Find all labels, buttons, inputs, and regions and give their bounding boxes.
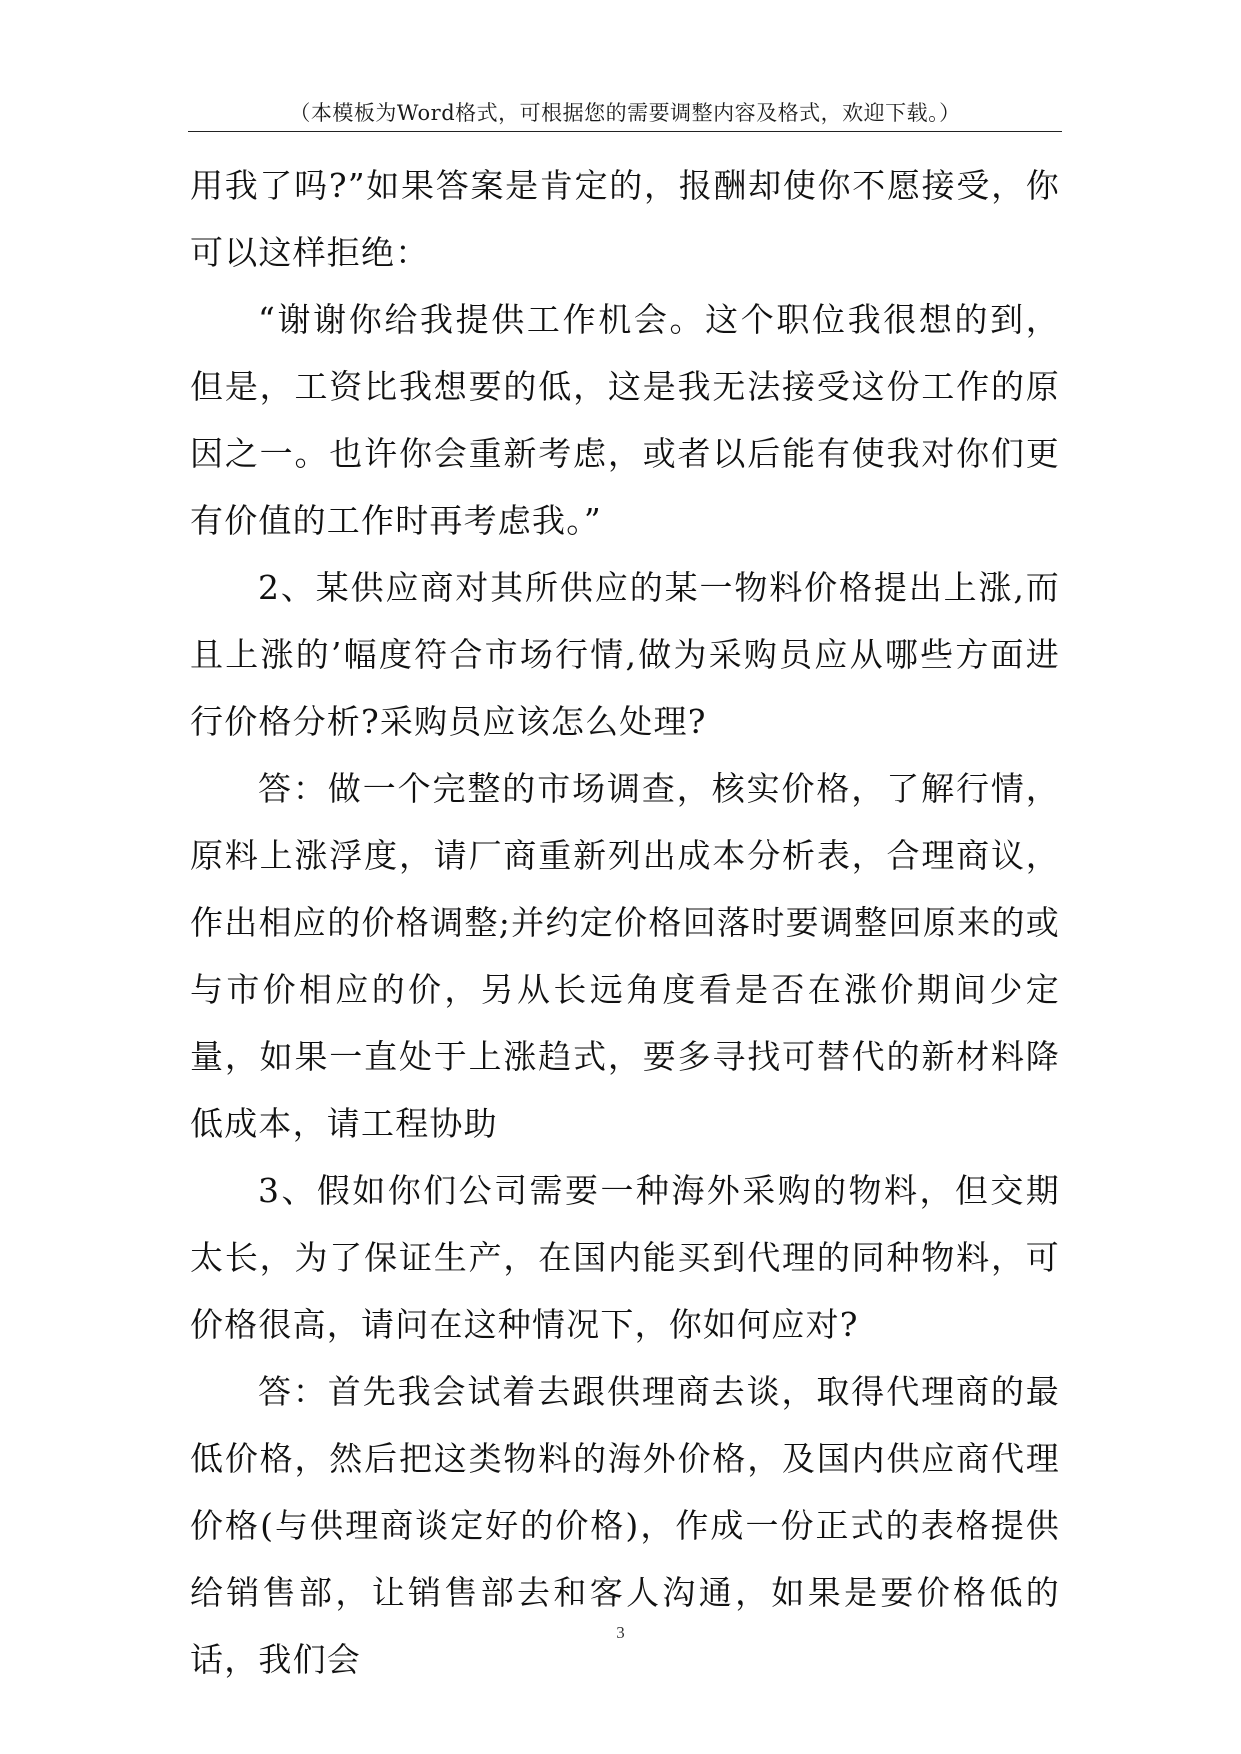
paragraph-6: 答：首先我会试着去跟供理商去谈，取得代理商的最低价格，然后把这类物料的海外价格，及国内供应商代理价格(与供理商谈定好的价格)，作成一份正式的表格提供给销售部，让销售部去和客人沟通，如果是要价格低的话，我们会 xyxy=(190,1372,1060,1679)
page-number: 3 xyxy=(616,1623,625,1642)
paragraph-2: “谢谢你给我提供工作机会。这个职位我很想的到，但是，工资比我想要的低，这是我无法接受这份工作的原因之一。也许你会重新考虑，或者以后能有使我对你们更有价值的工作时再考虑我。” xyxy=(190,300,1060,540)
paragraph-4: 答：做一个完整的市场调查，核实价格，了解行情，原料上涨浮度，请厂商重新列出成本分析表，合理商议，作出相应的价格调整;并约定价格回落时要调整回原来的或与市价相应的价，另从长远角度看是否在涨价期间少定量，如果一直处于上涨趋式，要多寻找可替代的新材料降低成本，请工程协助 xyxy=(190,769,1060,1143)
document-body xyxy=(190,152,1060,1693)
paragraph-5: 3、假如你们公司需要一种海外采购的物料，但交期太长，为了保证生产，在国内能买到代理的同种物料，可价格很高，请问在这种情况下，你如何应对? xyxy=(190,1171,1060,1344)
page-header-note: （本模板为Word格式，可根据您的需要调整内容及格式，欢迎下载。） xyxy=(289,101,961,125)
paragraph-3: 2、某供应商对其所供应的某一物料价格提出上涨,而且上涨的’幅度符合市场行情,做为采购员应从哪些方面进行价格分析?采购员应该怎么处理? xyxy=(190,568,1060,741)
paragraph-1: 用我了吗?”如果答案是肯定的，报酬却使你不愿接受，你可以这样拒绝： xyxy=(190,166,1060,272)
header-divider xyxy=(188,131,1062,132)
